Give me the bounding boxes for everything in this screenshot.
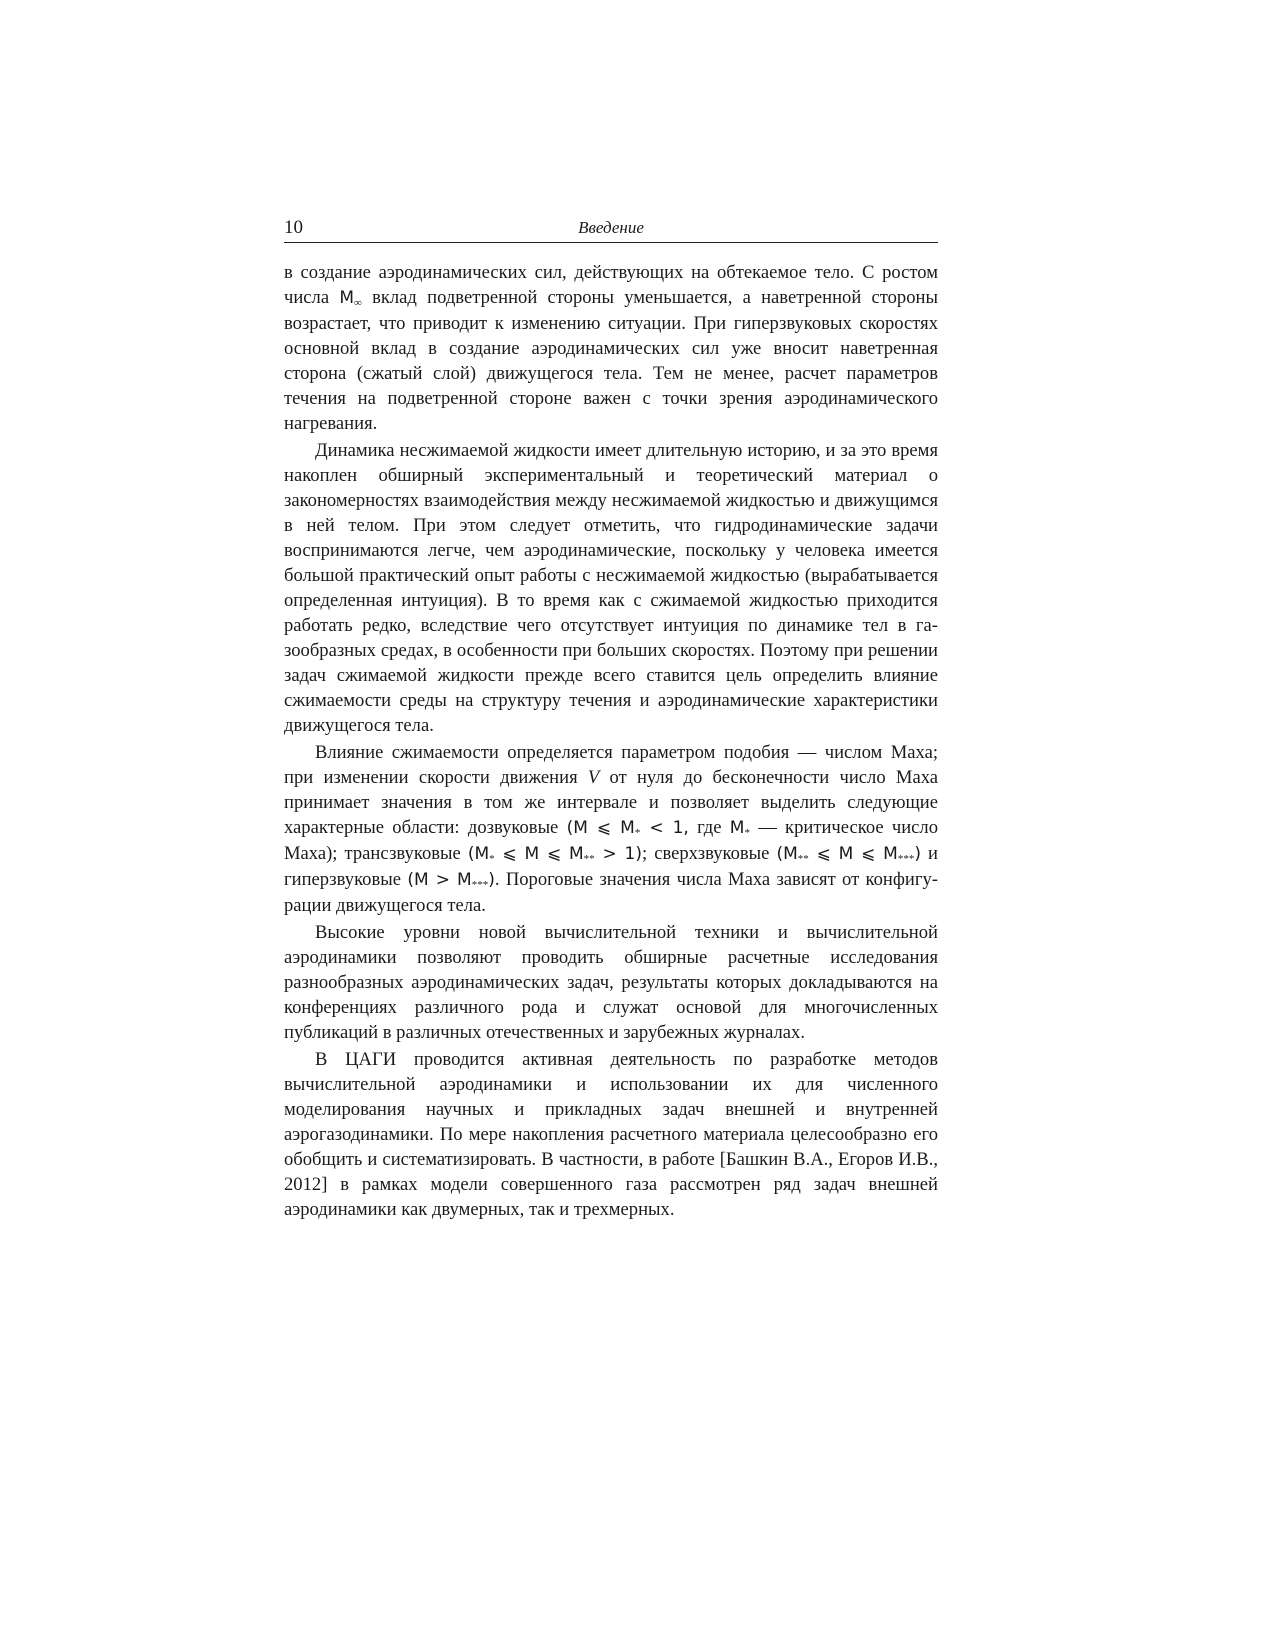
subscript: * (634, 827, 641, 839)
formula-run: M (729, 818, 745, 838)
formula-run: (M ⩽ M (566, 818, 635, 838)
text-run: . Пороговые значения числа Маха зависят от конфигурации движущегося тела. (284, 869, 938, 916)
text-run: в создание аэродинамических сил, действующих на обтекаемое тело. С ростом числа (284, 262, 938, 308)
velocity-symbol: V (587, 767, 600, 788)
paragraph-3 (284, 740, 938, 918)
formula-run: ) (488, 870, 495, 890)
formula-run: < 1, (640, 818, 689, 838)
subscript: ** (797, 853, 809, 865)
paragraph-4: Высокие уровни новой вычислительной техники и вычислительной аэродинамики позволяют проводить обширные расчетные исследования разнообразных аэродинамических задач, результаты которых докладываются на конференциях различного рода и служат основой для многочисленных публикаций в различных отечественных и зарубежных журналах. (284, 922, 938, 1043)
text-run: вклад подветренной стороны уменьшается, а наветренной стороны возрастает, что приводит к изменению ситуации. При гиперзвуковых скоростях основной вклад в создание аэродинамических сил уже вносит наветренная сторона (сжатый слой) движущегося тела. Тем не менее, расчет параметров течения на подветренной стороне важен с точки зрения аэродинамического нагревания. (284, 287, 938, 434)
text-run: Влияние сжимаемости определяется параметром подобия — числом Маха; при изменении скорости движения (284, 742, 938, 788)
formula-run: ⩽ M ⩽ M (494, 844, 584, 864)
paragraph-1 (284, 260, 938, 436)
text-run: где (688, 817, 730, 838)
formula-run: (M > M (407, 870, 472, 890)
formula-run: (M (467, 844, 490, 864)
book-page (284, 212, 938, 1222)
body-text (284, 260, 938, 1222)
text-run: ; сверхзвуковые (641, 843, 777, 864)
running-header (284, 212, 938, 243)
subscript: *** (897, 853, 915, 865)
text-run: от нуля до бесконечности число Маха принимает значения в том же интервале и позволяет выделить следующие характерные области: дозвуковые (284, 767, 938, 838)
paragraph-2: Динамика несжимаемой жидкости имеет длительную историю, и за это время накоплен обширный экспериментальный и теоретический материал о закономерностях взаимодействия между несжимаемой жидкостью и движущимся в ней телом. При этом следует отметить, что гидродинамические задачи воспринимаются легче, чем аэродинамические, поскольку у человека имеется большой практический опыт работы с несжимаемой жидкостью (вырабатывается определенная интуиция). В то время как с сжимаемой жидкостью приходится работать редко, вследствие чего отсутствует интуиция по динамике тел в газообразных средах, в особенности при больших скоростях. Поэтому при решении задач сжимаемой жидкости прежде всего ставится цель определить влияние сжимаемости среды на структуру течения и аэродинамические характеристики движущегося тела. (284, 440, 938, 736)
text-run: и гиперзвуковые (284, 843, 938, 890)
formula-run: ⩽ M ⩽ M (808, 844, 898, 864)
formula-run: > 1) (594, 844, 642, 864)
subscript: * (489, 853, 495, 865)
formula-run: (M (776, 844, 798, 864)
subscript: ** (583, 853, 595, 865)
section-title: Введение (578, 218, 644, 237)
mach-symbol: M (339, 288, 354, 308)
formula-run: ) (914, 844, 921, 864)
paragraph-5: В ЦАГИ проводится активная деятельность по разработке методов вычислительной аэродинамики и использовании их для численного моделирования научных и прикладных задач внешней и внутренней аэрогазодинамики. По мере накопления расчетного материала целесообразно его обобщить и систематизировать. В частности, в работе [Башкин В.А., Егоров И.В., 2012] в рамках модели совершенного газа рассмотрен ряд задач внешней аэродинамики как двумерных, так и трехмерных. (284, 1049, 938, 1220)
subscript: ∞ (354, 297, 362, 309)
subscript: *** (471, 879, 489, 891)
subscript: * (744, 827, 750, 839)
text-run: — критическое число Маха); трансзвуковые (284, 817, 938, 864)
page-number: 10 (284, 217, 303, 238)
